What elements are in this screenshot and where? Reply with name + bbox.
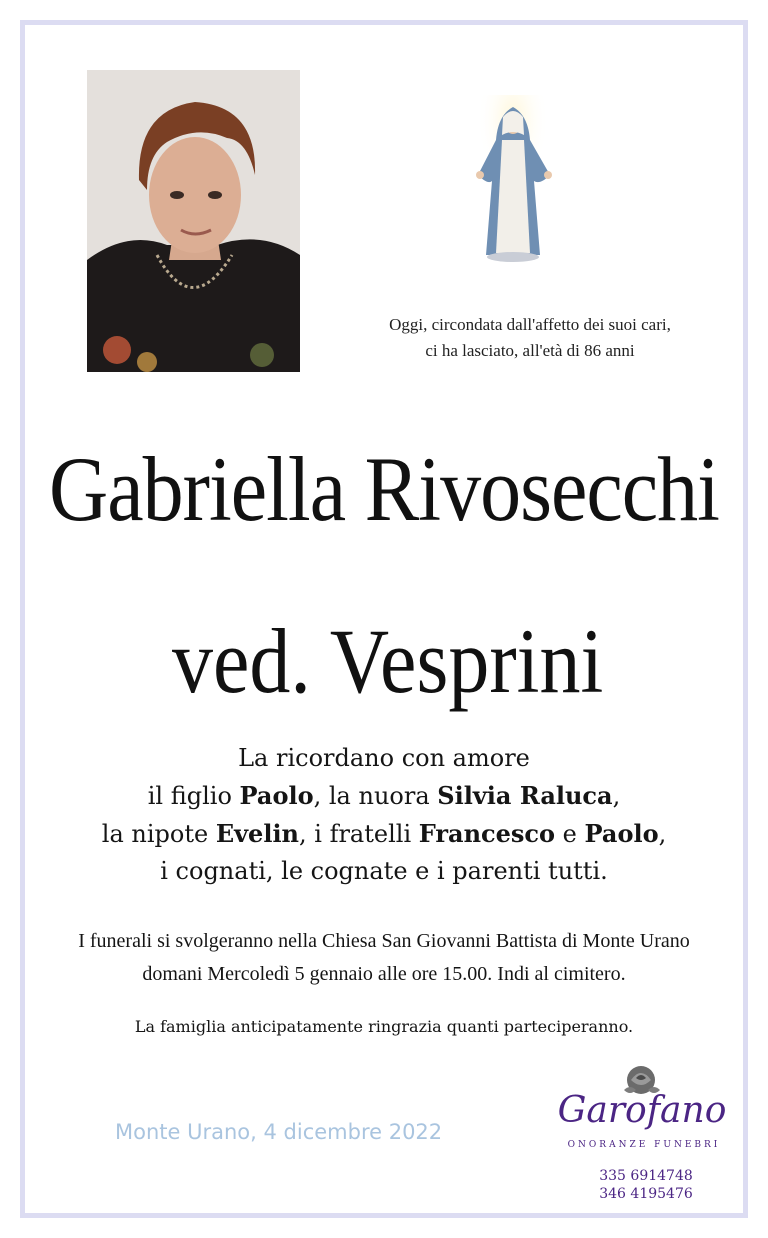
intro-line-2: ci ha lasciato, all'età di 86 anni <box>425 341 635 360</box>
mourner-name: Silvia Raluca <box>437 781 613 810</box>
mourners-line-2 <box>0 777 768 815</box>
madonna-icon <box>468 95 558 265</box>
place-date: Monte Urano, 4 dicembre 2022 <box>115 1120 443 1144</box>
funeral-line-1: I funerali si svolgeranno nella Chiesa San Giovanni Battista di Monte Urano <box>78 930 690 952</box>
mourners-line-4: i cognati, le cognate e i parenti tutti. <box>160 857 608 885</box>
mourners-text: il figlio <box>147 782 240 810</box>
phone-1: 335 6914748 <box>599 1168 693 1184</box>
deceased-name: Gabriella Rivosecchi <box>49 438 719 541</box>
mourners-text: e <box>555 820 585 848</box>
mourner-name: Paolo <box>239 781 314 810</box>
intro-text <box>330 312 730 364</box>
mourners-text: , la nuora <box>313 782 438 810</box>
funeral-info <box>0 925 768 991</box>
thanks-text: La famiglia anticipatamente ringrazia quanti parteciperanno. <box>134 1017 634 1036</box>
mourners-line-3 <box>0 815 768 853</box>
mourners-block <box>0 740 768 890</box>
funeral-home-phones <box>586 1167 706 1203</box>
mourner-name: Evelin <box>215 819 300 848</box>
funeral-line-2: domani Mercoledì 5 gennaio alle ore 15.00. Indi al cimitero. <box>142 963 626 985</box>
mourners-text: la nipote <box>101 820 216 848</box>
funeral-home-name: Garofano <box>557 1090 727 1131</box>
funeral-home-subtitle: ONORANZE FUNEBRI <box>567 1140 721 1150</box>
deceased-married-name: ved. Vesprini <box>172 610 604 713</box>
mourner-name: Paolo <box>584 819 659 848</box>
portrait-photo <box>87 70 300 372</box>
intro-line-1: Oggi, circondata dall'affetto dei suoi cari, <box>389 315 671 334</box>
mourner-name: Francesco <box>418 819 556 848</box>
mourners-text: , <box>658 820 667 848</box>
mourners-text: , i fratelli <box>299 820 419 848</box>
phone-2: 346 4195476 <box>599 1186 693 1202</box>
mourners-text: , <box>612 782 621 810</box>
mourners-line-1: La ricordano con amore <box>238 744 530 772</box>
